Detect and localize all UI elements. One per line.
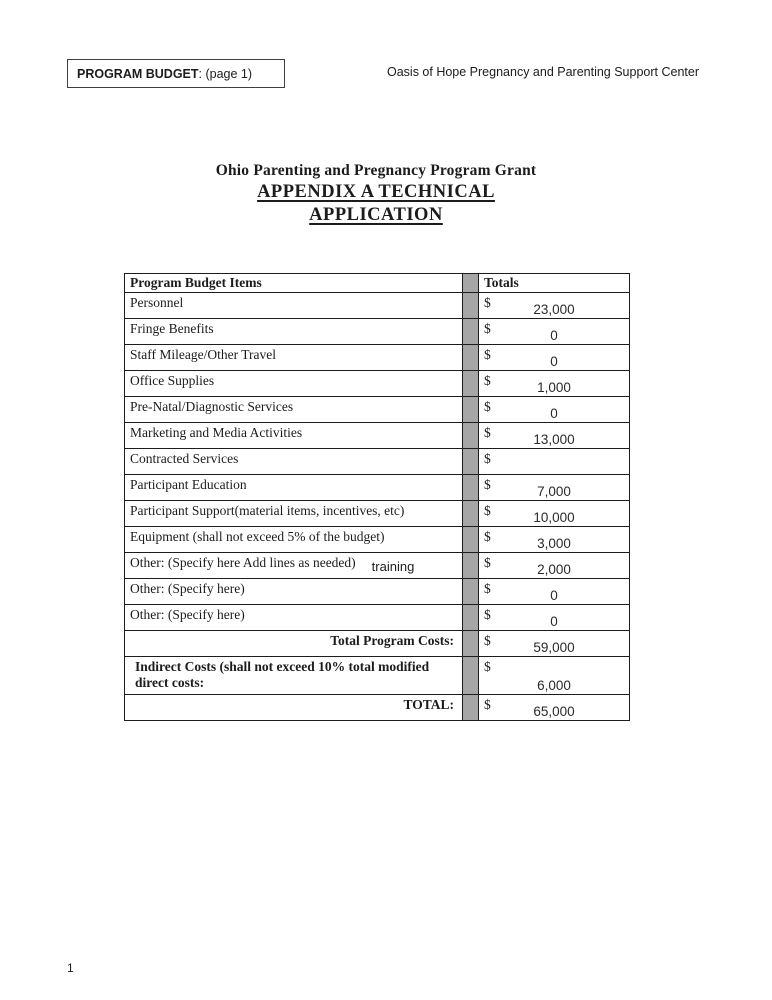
- table-row: [125, 449, 630, 475]
- table-row: [125, 657, 630, 695]
- dollar-sign: $: [484, 529, 491, 544]
- separator-cell: [463, 345, 479, 371]
- budget-item-note: training: [371, 559, 415, 574]
- budget-amount-value: 0: [550, 406, 558, 421]
- budget-amount-cell: [479, 475, 630, 501]
- budget-amount-value: 59,000: [533, 640, 575, 655]
- separator-cell: [463, 449, 479, 475]
- program-budget-label-box: [67, 59, 285, 88]
- budget-item-label: TOTAL:: [403, 697, 454, 712]
- separator-cell: [463, 371, 479, 397]
- budget-amount-cell: [479, 553, 630, 579]
- table-row: [125, 553, 630, 579]
- budget-amount-cell: [479, 695, 630, 721]
- dollar-sign: $: [484, 697, 491, 712]
- budget-amount-value: 2,000: [537, 562, 571, 577]
- budget-item-label: Personnel: [130, 295, 184, 310]
- page-number: 1: [67, 961, 74, 975]
- dollar-sign: $: [484, 581, 491, 596]
- table-row: [125, 423, 630, 449]
- separator-cell: [463, 319, 479, 345]
- budget-item-label: Participant Support(material items, incentives, etc): [130, 503, 405, 518]
- separator-cell: [463, 475, 479, 501]
- dollar-sign: $: [484, 477, 491, 492]
- dollar-sign: $: [484, 321, 491, 336]
- budget-amount-cell: [479, 319, 630, 345]
- table-row: [125, 605, 630, 631]
- table-row: [125, 345, 630, 371]
- budget-table-body: [125, 293, 630, 721]
- separator-cell: [463, 423, 479, 449]
- budget-amount-cell: [479, 449, 630, 475]
- budget-amount-value: 13,000: [533, 432, 575, 447]
- budget-item-label: Other: (Specify here Add lines as needed): [130, 555, 356, 570]
- title-application: APPLICATION: [309, 205, 443, 225]
- budget-item-label: Participant Education: [130, 477, 247, 492]
- separator-cell: [463, 631, 479, 657]
- table-row: [125, 695, 630, 721]
- separator-cell: [463, 695, 479, 721]
- budget-amount-value: 0: [550, 614, 558, 629]
- dollar-sign: $: [484, 425, 491, 440]
- budget-amount-value: 0: [550, 328, 558, 343]
- budget-item-label: Marketing and Media Activities: [130, 425, 303, 440]
- budget-item-label: Office Supplies: [130, 373, 215, 388]
- title-appendix: APPENDIX A TECHNICAL: [257, 182, 495, 202]
- table-header-row: [125, 274, 630, 293]
- dollar-sign: $: [484, 399, 491, 414]
- separator-cell: [463, 527, 479, 553]
- budget-amount-cell: [479, 371, 630, 397]
- budget-amount-cell: [479, 345, 630, 371]
- separator-cell: [463, 553, 479, 579]
- table-row: [125, 293, 630, 319]
- budget-amount-value: 0: [550, 588, 558, 603]
- dollar-sign: $: [484, 295, 491, 310]
- budget-amount-cell: [479, 501, 630, 527]
- separator-cell: [463, 397, 479, 423]
- separator-cell: [463, 579, 479, 605]
- budget-amount-value: 65,000: [533, 704, 575, 719]
- column-header-totals: Totals: [479, 274, 630, 293]
- budget-amount-value: 10,000: [533, 510, 575, 525]
- budget-amount-value: 23,000: [533, 302, 575, 317]
- separator-cell: [463, 501, 479, 527]
- budget-item-label: Indirect Costs (shall not exceed 10% total modified direct costs:: [135, 659, 430, 690]
- budget-amount-cell: [479, 527, 630, 553]
- budget-amount-cell: [479, 423, 630, 449]
- dollar-sign: $: [484, 659, 491, 674]
- dollar-sign: $: [484, 503, 491, 518]
- budget-amount-cell: [479, 657, 630, 695]
- document-title: [126, 161, 626, 227]
- budget-item-label: Pre-Natal/Diagnostic Services: [130, 399, 294, 414]
- separator-column: [463, 274, 479, 293]
- budget-amount-value: 6,000: [537, 678, 571, 693]
- program-budget-label-rest: : (page 1): [198, 66, 253, 81]
- separator-cell: [463, 605, 479, 631]
- table-row: [125, 527, 630, 553]
- budget-item-label: Other: (Specify here): [130, 581, 245, 596]
- organization-name: Oasis of Hope Pregnancy and Parenting Support Center: [387, 65, 699, 79]
- table-row: [125, 631, 630, 657]
- table-row: [125, 371, 630, 397]
- dollar-sign: $: [484, 607, 491, 622]
- dollar-sign: $: [484, 347, 491, 362]
- budget-amount-cell: [479, 605, 630, 631]
- table-row: [125, 475, 630, 501]
- budget-item-label: Contracted Services: [130, 451, 239, 466]
- title-grant-name: Ohio Parenting and Pregnancy Program Grant: [215, 162, 537, 179]
- budget-amount-cell: [479, 631, 630, 657]
- dollar-sign: $: [484, 633, 491, 648]
- budget-amount-cell: [479, 579, 630, 605]
- program-budget-table: [124, 273, 630, 721]
- budget-amount-value: 1,000: [537, 380, 571, 395]
- budget-amount-value: 3,000: [537, 536, 571, 551]
- budget-item-label: Total Program Costs:: [330, 633, 454, 648]
- table-row: [125, 501, 630, 527]
- separator-cell: [463, 657, 479, 695]
- budget-amount-cell: [479, 397, 630, 423]
- table-row: [125, 319, 630, 345]
- dollar-sign: $: [484, 373, 491, 388]
- program-budget-label-bold: PROGRAM BUDGET: [77, 66, 199, 81]
- table-row: [125, 397, 630, 423]
- budget-item-label: Other: (Specify here): [130, 607, 245, 622]
- dollar-sign: $: [484, 555, 491, 570]
- budget-amount-value: 7,000: [537, 484, 571, 499]
- column-header-items: Program Budget Items: [125, 274, 463, 293]
- separator-cell: [463, 293, 479, 319]
- budget-item-label: Staff Mileage/Other Travel: [130, 347, 276, 362]
- budget-amount-cell: [479, 293, 630, 319]
- table-row: [125, 579, 630, 605]
- budget-item-label: Fringe Benefits: [130, 321, 214, 336]
- budget-amount-value: 0: [550, 354, 558, 369]
- budget-item-label: Equipment (shall not exceed 5% of the budget): [130, 529, 385, 544]
- dollar-sign: $: [484, 451, 491, 466]
